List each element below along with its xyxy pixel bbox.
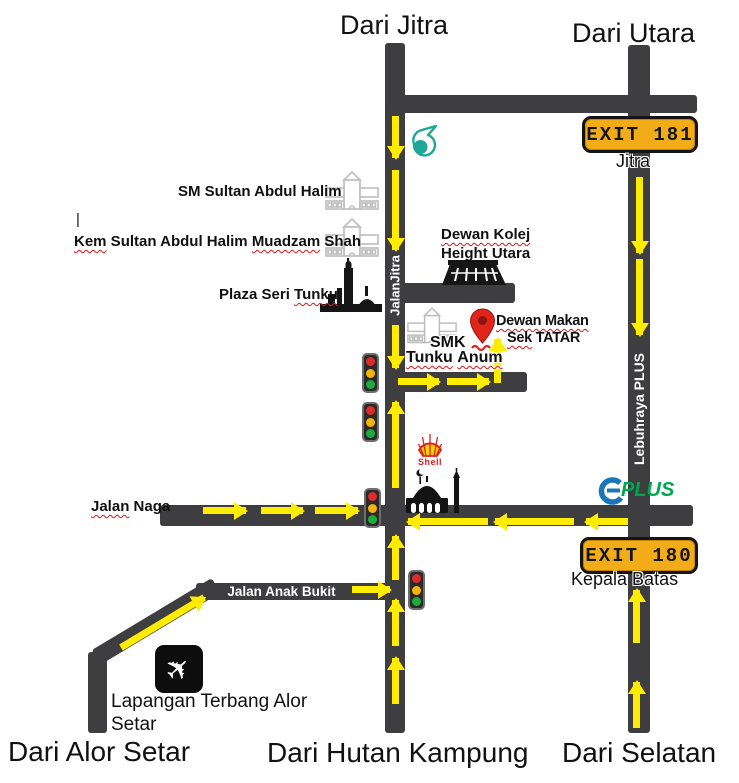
arrow-right-icon bbox=[398, 378, 439, 385]
sek-tatar-label: Sek TATAR bbox=[507, 330, 581, 346]
arrow-down-icon bbox=[392, 170, 399, 250]
exit-180-sign: EXIT 180 bbox=[580, 537, 698, 574]
airport-icon bbox=[155, 645, 203, 693]
title-dari-alor-setar: Dari Alor Setar bbox=[8, 736, 191, 767]
arrow-up-icon bbox=[392, 402, 399, 488]
plaza-skyline-icon bbox=[320, 258, 382, 312]
sm-sultan-label: SM Sultan Abdul Halim bbox=[178, 183, 342, 200]
road-alor-setar bbox=[88, 652, 107, 733]
shell-icon bbox=[415, 430, 445, 458]
stadium-icon bbox=[434, 260, 512, 286]
plaza-seri-tunku-label: Plaza Seri Tunku bbox=[219, 286, 338, 303]
plus-wordmark: PLUS bbox=[621, 479, 675, 501]
jitra-label: Jitra bbox=[616, 151, 651, 171]
arrow-up-icon bbox=[392, 658, 399, 704]
exit-181-sign: EXIT 181 bbox=[582, 116, 698, 153]
kem-mid: Sultan Abdul Halim bbox=[106, 233, 252, 250]
arrow-down-icon bbox=[392, 116, 399, 158]
mosque-icon bbox=[406, 468, 462, 514]
traffic-light-icon bbox=[408, 570, 425, 610]
arrow-right-icon bbox=[203, 507, 246, 514]
shah-word: Shah bbox=[320, 233, 361, 250]
title-dari-utara: Dari Utara bbox=[572, 18, 696, 48]
tunku-anum-label: Tunku Anum bbox=[406, 349, 503, 366]
kepala-batas-label: Kepala Batas bbox=[571, 569, 679, 589]
lapangan-terbang-label: Lapangan Terbang Alor Setar bbox=[111, 691, 308, 735]
arrow-left-icon bbox=[408, 518, 488, 525]
traffic-light-icon bbox=[362, 353, 379, 393]
smk-label: SMK bbox=[430, 334, 466, 351]
location-pin-icon bbox=[469, 308, 496, 352]
kem-sultan-label bbox=[74, 233, 361, 250]
arrow-right-icon bbox=[315, 507, 358, 514]
arrow-up-icon bbox=[633, 590, 640, 643]
arrow-right-icon bbox=[261, 507, 303, 514]
cursor-bar: | bbox=[76, 211, 80, 228]
arrow-up-icon bbox=[392, 600, 399, 646]
jalan-naga-label: Jalan Naga bbox=[91, 498, 171, 515]
traffic-light-icon bbox=[364, 488, 381, 528]
plus-logo-icon bbox=[594, 477, 624, 505]
road-top-connector bbox=[395, 95, 697, 113]
road-label-jalan-anak-bukit: Jalan Anak Bukit bbox=[227, 584, 336, 599]
arrow-left-icon bbox=[495, 518, 574, 525]
title-dari-hutan-kampung: Dari Hutan Kampung bbox=[267, 737, 529, 768]
title-dari-jitra: Dari Jitra bbox=[340, 10, 449, 40]
road-dewan-kolej-stub bbox=[395, 283, 515, 303]
arrow-right-icon bbox=[447, 378, 489, 385]
height-utara-label: Height Utara bbox=[441, 245, 531, 262]
dewan-makan-label: Dewan Makan bbox=[496, 313, 589, 329]
arrow-right-icon bbox=[352, 586, 390, 593]
petronas-icon bbox=[407, 123, 439, 159]
arrow-left-icon bbox=[586, 518, 628, 525]
airplane-glyph: ✈ bbox=[157, 647, 201, 691]
title-dari-selatan: Dari Selatan bbox=[562, 737, 717, 768]
kem-word: Kem bbox=[74, 233, 107, 250]
muadzam-word: Muadzam bbox=[251, 233, 321, 250]
traffic-light-icon bbox=[362, 402, 379, 442]
arrow-down-icon bbox=[636, 177, 643, 253]
arrow-down-icon bbox=[392, 325, 399, 368]
dewan-kolej-label: Dewan Kolej bbox=[441, 226, 531, 243]
arrow-down-icon bbox=[636, 259, 643, 335]
road-label-lebuhraya-plus: Lebuhraya PLUS bbox=[631, 352, 647, 466]
arrow-up-icon bbox=[633, 682, 640, 728]
arrow-diagonal-icon bbox=[119, 595, 206, 651]
arrow-up-icon bbox=[392, 536, 399, 580]
road-label-jalan-jitra: JalanJitra bbox=[387, 255, 403, 316]
shell-wordmark: Shell bbox=[417, 457, 442, 467]
